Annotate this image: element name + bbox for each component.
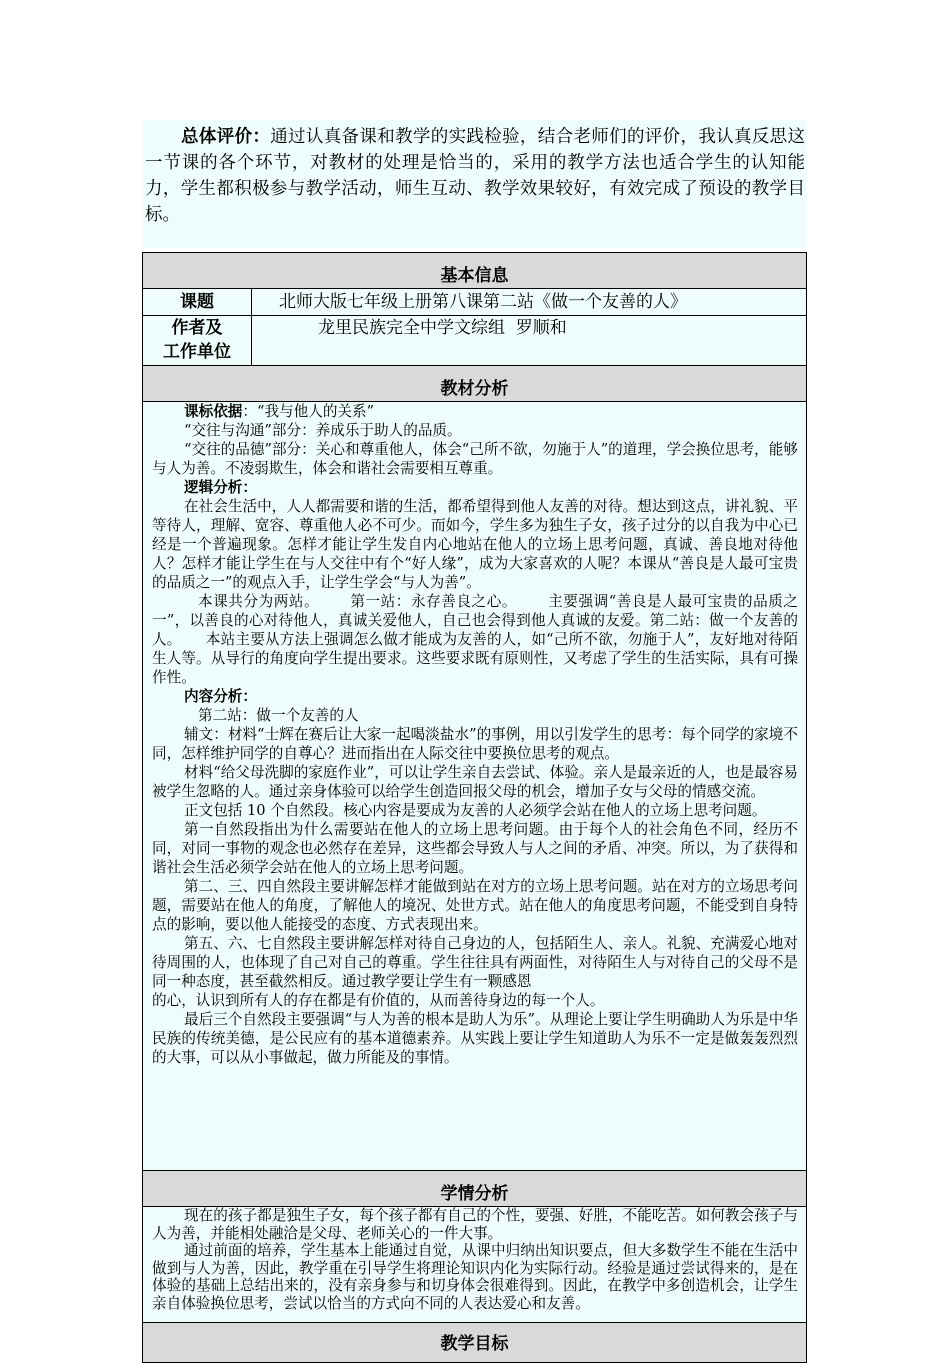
curriculum-standard-text: ：“我与他人的关系” [242,403,375,420]
topic-label: 课题 [143,289,252,316]
textbook-analysis-body [143,402,807,1171]
logic-paragraph-2: 本课共分为两站。 第一站：永存善良之心。 主要强调“善良是人最可宝贵的品质之一”，以善良的心对待他人，真诚关爱他人，自己也会得到他人真诚的友爱。第二站：做一个友善的人。 本站主要从方法上强调怎么做才能成为友善的人，如“己所不欲，勿施于人”，友好地对待陌生人等。从导行的角度向学生提出要求。这些要求既有原则性，又考虑了学生的生活实际，具有可操作性。 [152,593,798,686]
student-analysis-header: 学情分析 [143,1171,807,1207]
textbook-analysis-row [143,402,807,1171]
content-analysis-label: 内容分析： [184,688,257,705]
overall-evaluation-text: 通过认真备课和教学的实践检验，结合老师们的评价，我认真反思这一节课的各个环节，对教材的处理是恰当的，采用的教学方法也适合学生的认知能力，学生都积极参与教学活动，师生互动、教学效果较好，有效完成了预设的教学目标。 [145,127,806,225]
author-label [143,316,252,366]
content-paragraph-7: 第五、六、七自然段主要讲解怎样对待自己身边的人，包括陌生人、亲人。礼貌、充满爱心地对待周围的人，也体现了自己对自己的尊重。学生往往具有两面性，对待陌生人与对待自己的父母不是同一种态度，甚至截然相反。通过教学要让学生有一颗感恩 [152,935,798,990]
overall-evaluation-paragraph [145,124,805,228]
student-analysis-body [143,1207,807,1323]
basic-info-header: 基本信息 [143,253,807,289]
standard-paragraph-2: “交往的品德”部分：关心和尊重他人，体会“己所不欲，勿施于人”的道理，学会换位思考，能够与人为善。不凌弱欺生，体会和谐社会需要相互尊重。 [152,441,798,477]
teaching-goals-header: 教学目标 [143,1323,807,1363]
student-paragraph-1: 现在的孩子都是独生子女，每个孩子都有自己的个性，要强、好胜，不能吃苦。如何教会孩子与人为善，并能相处融洽是父母、老师关心的一件大事。 [152,1207,798,1242]
textbook-analysis-header-row [143,366,807,402]
standard-paragraph-1: “交往与沟通”部分：养成乐于助人的品质。 [184,422,462,439]
overall-evaluation [143,120,807,248]
curriculum-standard-label: 课标依据 [184,403,243,420]
student-paragraph-2: 通过前面的培养，学生基本上能通过自觉，从课中归纳出知识要点，但大多数学生不能在生活中做到与人为善，因此，教学重在引导学生将理论知识内化为实际行动。经验是通过尝试得来的，是在体验的基础上总结出来的，没有亲身参与和切身体会很难得到。因此，在教学中多创造机会，让学生亲自体验换位思考，尝试以恰当的方式向不同的人表达爱心和友善。 [152,1242,798,1312]
teaching-goals-header-row [143,1323,807,1363]
author-label-line-2: 工作单位 [163,342,231,362]
author-row [143,316,807,366]
topic-row [143,289,807,316]
author-label-line-1: 作者及 [171,318,223,338]
content-paragraph-7-continued: 的心，认识到所有人的存在都是有价值的，从而善待身边的每一个人。 [152,992,605,1009]
content-paragraph-3: 材料“给父母洗脚的家庭作业”，可以让学生亲自去尝试、体验。亲人是最亲近的人，也是最容易被学生忽略的人。通过亲身体验可以给学生创造回报父母的机会，增加子女与父母的情感交流。 [152,764,798,800]
content-paragraph-1: 第二站：做一个友善的人 [198,707,359,724]
content-paragraph-6: 第二、三、四自然段主要讲解怎样才能做到站在对方的立场上思考问题。站在对方的立场思考问题，需要站在他人的角度，了解他人的境况、处世方式。站在他人的角度思考问题，不能受到自身特点的影响，要以他人能接受的态度、方式表现出来。 [152,878,798,933]
overall-evaluation-label: 总体评价： [181,127,271,147]
content-paragraph-5: 第一自然段指出为什么需要站在他人的立场上思考问题。由于每个人的社会角色不同，经历不同，对同一事物的观念也必然存在差异，这些都会导致人与人之间的矛盾、冲突。所以，为了获得和谐社会生活必须学会站在他人的立场上思考问题。 [152,821,798,876]
student-analysis-row [143,1207,807,1323]
content-paragraph-8: 最后三个自然段主要强调“与人为善的根本是助人为乐”。从理论上要让学生明确助人为乐是中华民族的传统美德，是公民应有的基本道德素养。从实践上要让学生知道助人为乐不一定是做轰轰烈烈的大事，可以从小事做起，做力所能及的事情。 [152,1011,798,1066]
textbook-analysis-header: 教材分析 [143,366,807,402]
topic-value: 北师大版七年级上册第八课第二站《做一个友善的人》 [252,289,807,316]
logic-analysis-label: 逻辑分析： [184,479,257,496]
content-paragraph-2: 辅文：材料“士辉在赛后让大家一起喝淡盐水”的事例，用以引发学生的思考：每个同学的家境不同，怎样维护同学的自尊心？进而指出在人际交往中要换位思考的观点。 [152,726,798,762]
lesson-plan-table [142,252,807,1363]
logic-paragraph-1: 在社会生活中，人人都需要和谐的生活，都希望得到他人友善的对待。想达到这点，讲礼貌、平等待人，理解、宽容、尊重他人必不可少。而如今，学生多为独生子女，孩子过分的以自我为中心已经是一个普遍现象。怎样才能让学生发自内心地站在他人的立场上思考问题，真诚、善良地对待他人？怎样才能让学生在与人交往中有个“好人缘”，成为大家喜欢的人呢？本课从“善良是人最可宝贵的品质之一”的观点入手，让学生学会“与人为善”。 [152,498,798,591]
content-paragraph-4: 正文包括 10 个自然段。核心内容是要成为友善的人必须学会站在他人的立场上思考问题。 [184,802,767,819]
basic-info-header-row [143,253,807,289]
author-value: 龙里民族完全中学文综组 罗顺和 [252,316,807,366]
student-analysis-header-row [143,1171,807,1207]
